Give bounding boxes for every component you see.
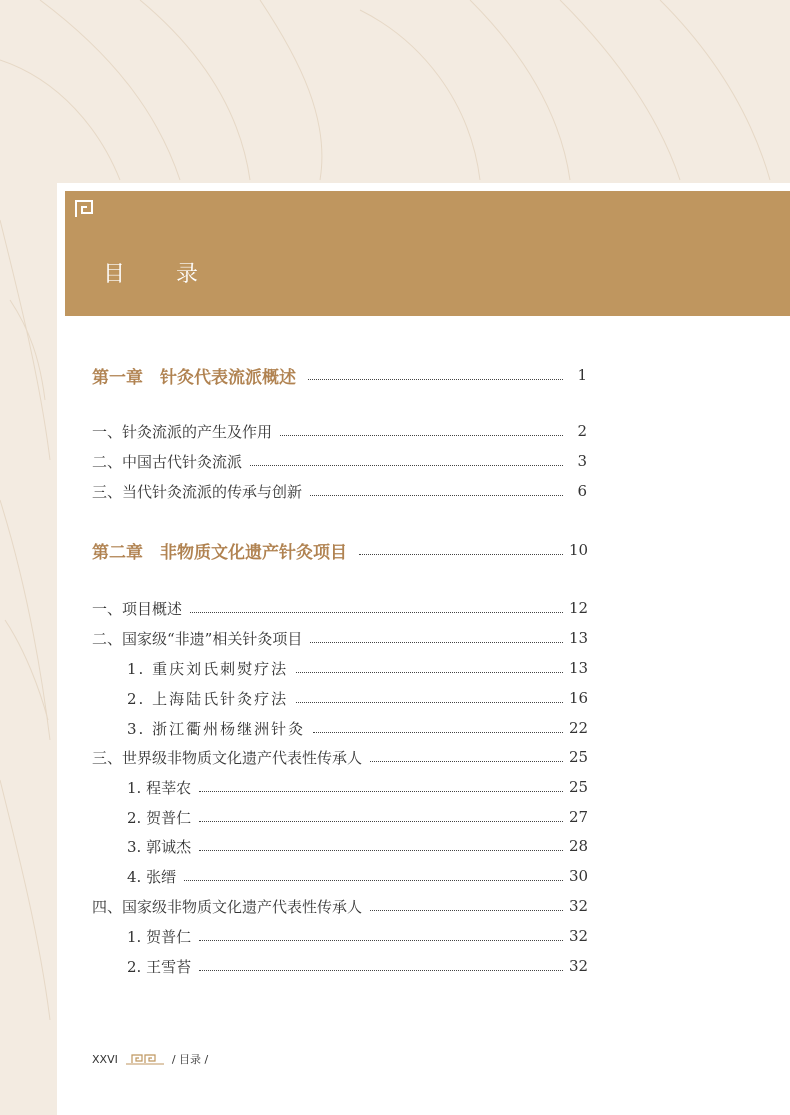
dot-leader <box>370 761 563 762</box>
dot-leader <box>250 465 563 466</box>
dot-leader <box>296 672 563 673</box>
fret-corner-icon <box>75 200 93 218</box>
toc-section[interactable] <box>92 419 587 443</box>
toc-entry-text: 第一章 针灸代表流派概述 <box>92 367 296 388</box>
toc-chapter-2[interactable] <box>92 538 587 562</box>
toc-page-number: 3 <box>577 452 587 470</box>
toc-subsection[interactable] <box>127 805 587 829</box>
toc-subsection[interactable] <box>127 775 587 799</box>
toc-entry-text: 1. 程莘农 <box>127 778 192 797</box>
toc-page-number: 32 <box>569 957 589 975</box>
footer-section-label: / 目录 / <box>171 1053 209 1066</box>
toc-entry-text: 1. 重庆刘氏刺熨疗法 <box>127 659 289 678</box>
toc-page-number: 12 <box>569 599 589 617</box>
toc-entry-text: 一、项目概述 <box>92 599 183 618</box>
toc-page-number: 6 <box>577 482 587 500</box>
dot-leader <box>296 702 563 703</box>
toc-page-number: 2 <box>577 422 587 440</box>
toc-page-number: 22 <box>569 719 589 737</box>
dot-leader <box>199 791 563 792</box>
dot-leader <box>308 379 563 380</box>
toc-page-number: 25 <box>569 748 589 766</box>
toc-page-number: 1 <box>577 366 587 384</box>
dot-leader <box>280 435 563 436</box>
toc-subsection[interactable] <box>127 864 587 888</box>
toc-entry-text: 4. 张缙 <box>127 867 177 886</box>
toc-entry-text: 3. 郭诚杰 <box>127 837 192 856</box>
toc-chapter-1[interactable] <box>92 363 587 387</box>
toc-entry-text: 一、针灸流派的产生及作用 <box>92 422 273 441</box>
toc-page-number: 32 <box>569 927 589 945</box>
dot-leader <box>370 910 563 911</box>
toc-subsection[interactable] <box>127 924 587 948</box>
toc-subsection[interactable] <box>127 716 587 740</box>
toc-page-number: 28 <box>569 837 589 855</box>
toc-entry-text: 2. 上海陆氏针灸疗法 <box>127 689 289 708</box>
toc-section[interactable] <box>92 479 587 503</box>
toc-subsection[interactable] <box>127 954 587 978</box>
toc-entry-text: 2. 贺普仁 <box>127 808 192 827</box>
page-title: 目 录 <box>103 262 220 287</box>
toc-section[interactable] <box>92 449 587 473</box>
dot-leader <box>310 495 563 496</box>
toc-page-number: 10 <box>569 541 589 559</box>
toc-entry-text: 二、中国古代针灸流派 <box>92 452 243 471</box>
toc-section[interactable] <box>92 745 587 769</box>
toc-page-number: 13 <box>569 629 589 647</box>
dot-leader <box>184 880 563 881</box>
toc-section[interactable] <box>92 596 587 620</box>
toc-page-number: 13 <box>569 659 589 677</box>
toc-page-number: 16 <box>569 689 589 707</box>
dot-leader <box>199 821 563 822</box>
toc-entry-text: 1. 贺普仁 <box>127 927 192 946</box>
toc-section[interactable] <box>92 626 587 650</box>
toc-subsection[interactable] <box>127 834 587 858</box>
dot-leader <box>190 612 563 613</box>
dot-leader <box>313 732 563 733</box>
dot-leader <box>310 642 563 643</box>
toc-entry-text: 三、当代针灸流派的传承与创新 <box>92 482 303 501</box>
toc-entry-text: 3. 浙江衢州杨继洲针灸 <box>127 719 306 738</box>
content-page <box>57 183 790 1115</box>
toc-entry-text: 三、世界级非物质文化遗产代表性传承人 <box>92 748 363 767</box>
toc-subsection[interactable] <box>127 656 587 680</box>
page-footer <box>92 1051 208 1067</box>
toc-page-number: 25 <box>569 778 589 796</box>
dot-leader <box>359 554 563 555</box>
title-band <box>65 191 790 316</box>
toc-page-number: 27 <box>569 808 589 826</box>
toc-subsection[interactable] <box>127 686 587 710</box>
toc-entry-text: 2. 王雪苔 <box>127 957 192 976</box>
footer-page-number: XXVI <box>92 1052 118 1066</box>
dot-leader <box>199 850 563 851</box>
fret-ornament-icon <box>126 1053 164 1065</box>
toc-page-number: 32 <box>569 897 589 915</box>
toc-entry-text: 四、国家级非物质文化遗产代表性传承人 <box>92 897 363 916</box>
toc-section[interactable] <box>92 894 587 918</box>
toc-entry-text: 第二章 非物质文化遗产针灸项目 <box>92 542 347 563</box>
dot-leader <box>199 940 563 941</box>
dot-leader <box>199 970 563 971</box>
toc-entry-text: 二、国家级“非遗”相关针灸项目 <box>92 629 303 648</box>
toc-page-number: 30 <box>569 867 589 885</box>
